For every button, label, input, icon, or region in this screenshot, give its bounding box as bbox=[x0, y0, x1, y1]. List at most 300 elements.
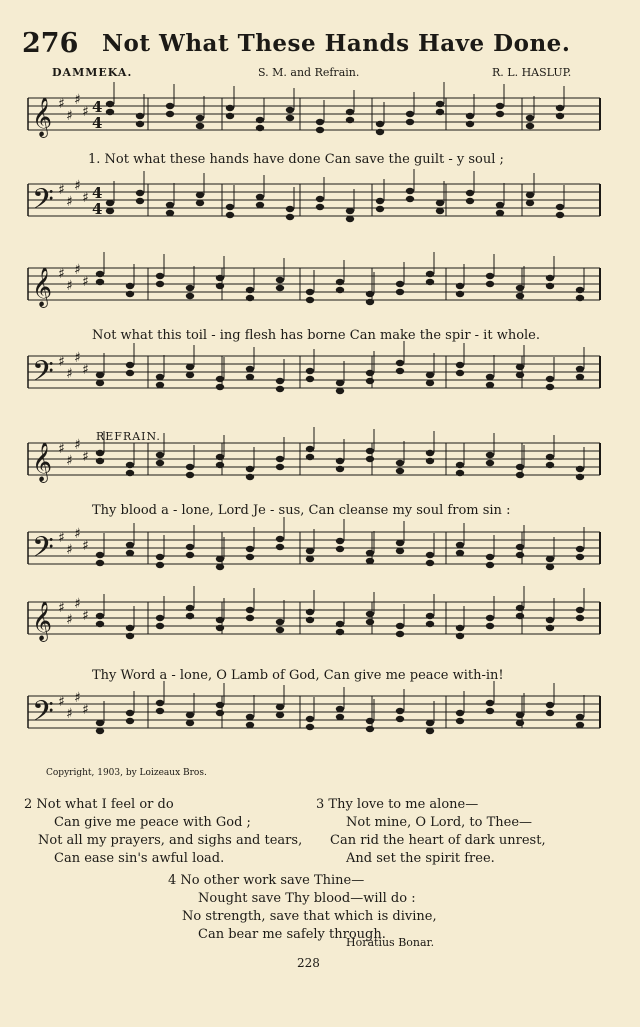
note-head bbox=[456, 462, 464, 468]
note-head bbox=[186, 372, 194, 378]
note-head bbox=[136, 121, 144, 127]
note-head bbox=[126, 542, 134, 548]
note-head bbox=[426, 621, 434, 627]
note-head bbox=[156, 708, 164, 714]
note-head bbox=[376, 206, 384, 212]
note-head bbox=[546, 556, 554, 562]
note-head bbox=[396, 468, 404, 474]
note-head bbox=[456, 718, 464, 724]
note-head bbox=[276, 277, 284, 283]
sharp-icon: ♯ bbox=[74, 690, 81, 706]
note-head bbox=[136, 113, 144, 119]
sharp-icon: ♯ bbox=[74, 596, 81, 612]
note-head bbox=[276, 378, 284, 384]
note-head bbox=[166, 202, 174, 208]
sharp-icon: ♯ bbox=[58, 600, 65, 616]
note-head bbox=[136, 190, 144, 196]
note-head bbox=[426, 458, 434, 464]
note-head bbox=[166, 103, 174, 109]
note-head bbox=[276, 285, 284, 291]
sharp-icon: ♯ bbox=[82, 702, 89, 718]
note-head bbox=[436, 101, 444, 107]
note-head bbox=[276, 456, 284, 462]
note-head bbox=[156, 281, 164, 287]
verse-2-line-1: 2 Not what I feel or do bbox=[24, 797, 174, 812]
note-head bbox=[336, 279, 344, 285]
note-head bbox=[186, 293, 194, 299]
verse-4-line-4: Can bear me safely through. bbox=[198, 927, 386, 942]
note-head bbox=[396, 368, 404, 374]
verse-4 bbox=[168, 872, 437, 944]
verse-2-line-4: Can ease sin's awful load. bbox=[54, 851, 225, 866]
note-head bbox=[256, 194, 264, 200]
note-head bbox=[426, 450, 434, 456]
verse-2 bbox=[24, 796, 302, 868]
note-head bbox=[396, 460, 404, 466]
note-head bbox=[216, 275, 224, 281]
note-head bbox=[546, 462, 554, 468]
sharp-icon: ♯ bbox=[82, 608, 89, 624]
note-head bbox=[276, 712, 284, 718]
note-head bbox=[246, 554, 254, 560]
note-head bbox=[486, 700, 494, 706]
sharp-icon: ♯ bbox=[66, 542, 73, 558]
note-head bbox=[516, 372, 524, 378]
note-head bbox=[196, 115, 204, 121]
note-head bbox=[376, 129, 384, 135]
note-head bbox=[136, 198, 144, 204]
note-head bbox=[96, 613, 104, 619]
note-head bbox=[306, 289, 314, 295]
note-head bbox=[366, 558, 374, 564]
note-head bbox=[216, 462, 224, 468]
note-head bbox=[256, 202, 264, 208]
note-head bbox=[366, 726, 374, 732]
note-head bbox=[526, 200, 534, 206]
note-head bbox=[426, 720, 434, 726]
note-head bbox=[246, 287, 254, 293]
time-signature: 4 bbox=[92, 200, 103, 218]
note-head bbox=[516, 720, 524, 726]
lyric-line-3: Thy blood a - lone, Lord Je - sus, Can cleanse my soul from sin : bbox=[92, 503, 511, 518]
note-head bbox=[246, 607, 254, 613]
note-head bbox=[126, 718, 134, 724]
note-head bbox=[186, 364, 194, 370]
note-head bbox=[156, 700, 164, 706]
sharp-icon: ♯ bbox=[82, 104, 89, 120]
note-head bbox=[366, 378, 374, 384]
note-head bbox=[376, 121, 384, 127]
verse-4-line-1: 4 No other work save Thine— bbox=[168, 873, 365, 888]
verse-3 bbox=[316, 796, 546, 868]
note-head bbox=[286, 115, 294, 121]
note-head bbox=[486, 452, 494, 458]
sharp-icon: ♯ bbox=[74, 262, 81, 278]
note-head bbox=[486, 615, 494, 621]
note-head bbox=[576, 546, 584, 552]
note-head bbox=[156, 382, 164, 388]
note-head bbox=[516, 605, 524, 611]
note-head bbox=[396, 631, 404, 637]
note-head bbox=[456, 625, 464, 631]
sharp-icon: ♯ bbox=[66, 108, 73, 124]
sharp-icon: ♯ bbox=[66, 194, 73, 210]
note-head bbox=[156, 273, 164, 279]
note-head bbox=[346, 109, 354, 115]
note-head bbox=[246, 474, 254, 480]
note-head bbox=[246, 546, 254, 552]
note-head bbox=[126, 291, 134, 297]
sharp-icon: ♯ bbox=[74, 350, 81, 366]
note-head bbox=[456, 470, 464, 476]
note-head bbox=[306, 724, 314, 730]
sharp-icon: ♯ bbox=[74, 526, 81, 542]
note-head bbox=[526, 115, 534, 121]
sharp-icon: ♯ bbox=[58, 354, 65, 370]
note-head bbox=[306, 716, 314, 722]
sharp-icon: ♯ bbox=[74, 437, 81, 453]
note-head bbox=[426, 380, 434, 386]
note-head bbox=[126, 370, 134, 376]
note-head bbox=[336, 458, 344, 464]
note-head bbox=[406, 196, 414, 202]
note-head bbox=[336, 629, 344, 635]
note-head bbox=[306, 454, 314, 460]
note-head bbox=[96, 458, 104, 464]
note-head bbox=[216, 376, 224, 382]
note-head bbox=[246, 366, 254, 372]
note-head bbox=[366, 456, 374, 462]
note-head bbox=[186, 613, 194, 619]
note-head bbox=[156, 374, 164, 380]
note-head bbox=[396, 540, 404, 546]
note-head bbox=[546, 702, 554, 708]
note-head bbox=[336, 714, 344, 720]
note-head bbox=[306, 368, 314, 374]
note-head bbox=[306, 548, 314, 554]
note-head bbox=[576, 607, 584, 613]
note-head bbox=[336, 388, 344, 394]
note-head bbox=[366, 299, 374, 305]
note-head bbox=[436, 208, 444, 214]
note-head bbox=[516, 285, 524, 291]
note-head bbox=[486, 708, 494, 714]
verse-4-line-2: Nought save Thy blood—will do : bbox=[198, 891, 416, 906]
note-head bbox=[456, 542, 464, 548]
sharp-icon: ♯ bbox=[74, 92, 81, 108]
note-head bbox=[156, 623, 164, 629]
note-head bbox=[576, 466, 584, 472]
sharp-icon: ♯ bbox=[66, 366, 73, 382]
note-head bbox=[366, 291, 374, 297]
note-head bbox=[556, 204, 564, 210]
note-head bbox=[286, 107, 294, 113]
note-head bbox=[226, 113, 234, 119]
note-head bbox=[426, 613, 434, 619]
refrain-label: REFRAIN. bbox=[96, 430, 161, 443]
note-head bbox=[186, 552, 194, 558]
note-head bbox=[396, 281, 404, 287]
note-head bbox=[456, 362, 464, 368]
sharp-icon: ♯ bbox=[58, 694, 65, 710]
bass-clef-icon: 𝄢 bbox=[32, 695, 54, 735]
note-head bbox=[306, 446, 314, 452]
note-head bbox=[366, 370, 374, 376]
note-head bbox=[466, 198, 474, 204]
note-head bbox=[436, 109, 444, 115]
note-head bbox=[276, 627, 284, 633]
note-head bbox=[126, 710, 134, 716]
note-head bbox=[456, 283, 464, 289]
note-head bbox=[336, 287, 344, 293]
note-head bbox=[316, 196, 324, 202]
sharp-icon: ♯ bbox=[82, 190, 89, 206]
note-head bbox=[486, 623, 494, 629]
note-head bbox=[426, 279, 434, 285]
sharp-icon: ♯ bbox=[74, 178, 81, 194]
author: Horatius Bonar. bbox=[346, 936, 435, 949]
note-head bbox=[576, 474, 584, 480]
note-head bbox=[106, 101, 114, 107]
note-head bbox=[246, 722, 254, 728]
note-head bbox=[346, 208, 354, 214]
note-head bbox=[396, 716, 404, 722]
sharp-icon: ♯ bbox=[66, 278, 73, 294]
note-head bbox=[406, 188, 414, 194]
note-head bbox=[126, 362, 134, 368]
lyric-line-1: 1. Not what these hands have done Can save the guilt - y soul ; bbox=[88, 152, 504, 167]
time-signature: 4 bbox=[92, 98, 103, 116]
note-head bbox=[516, 472, 524, 478]
note-head bbox=[556, 212, 564, 218]
note-head bbox=[576, 374, 584, 380]
note-head bbox=[246, 466, 254, 472]
note-head bbox=[96, 279, 104, 285]
note-head bbox=[306, 297, 314, 303]
sharp-icon: ♯ bbox=[58, 441, 65, 457]
note-head bbox=[546, 275, 554, 281]
sharp-icon: ♯ bbox=[58, 96, 65, 112]
note-head bbox=[336, 546, 344, 552]
note-head bbox=[96, 621, 104, 627]
note-head bbox=[336, 621, 344, 627]
bass-clef-icon: 𝄢 bbox=[32, 355, 54, 395]
note-head bbox=[216, 625, 224, 631]
note-head bbox=[546, 564, 554, 570]
note-head bbox=[276, 536, 284, 542]
note-head bbox=[226, 105, 234, 111]
note-head bbox=[466, 121, 474, 127]
bass-clef-icon: 𝄢 bbox=[32, 183, 54, 223]
verse-4-line-3: No strength, save that which is divine, bbox=[182, 909, 437, 924]
note-head bbox=[96, 728, 104, 734]
note-head bbox=[366, 619, 374, 625]
note-head bbox=[166, 210, 174, 216]
note-head bbox=[496, 210, 504, 216]
note-head bbox=[486, 374, 494, 380]
note-head bbox=[516, 544, 524, 550]
note-head bbox=[546, 710, 554, 716]
note-head bbox=[486, 281, 494, 287]
note-head bbox=[256, 117, 264, 123]
verse-2-line-2: Can give me peace with God ; bbox=[54, 815, 251, 830]
note-head bbox=[396, 708, 404, 714]
verse-3-line-3: Can rid the heart of dark unrest, bbox=[330, 833, 546, 848]
sharp-icon: ♯ bbox=[82, 538, 89, 554]
note-head bbox=[276, 464, 284, 470]
note-head bbox=[276, 544, 284, 550]
note-head bbox=[496, 202, 504, 208]
note-head bbox=[186, 464, 194, 470]
note-head bbox=[216, 702, 224, 708]
treble-clef-icon: 𝄞 bbox=[32, 97, 53, 137]
note-head bbox=[516, 364, 524, 370]
note-head bbox=[106, 109, 114, 115]
sharp-icon: ♯ bbox=[82, 274, 89, 290]
note-head bbox=[486, 382, 494, 388]
treble-clef-icon: 𝄞 bbox=[32, 601, 53, 641]
note-head bbox=[366, 611, 374, 617]
note-head bbox=[126, 462, 134, 468]
note-head bbox=[286, 214, 294, 220]
note-head bbox=[96, 552, 104, 558]
note-head bbox=[316, 119, 324, 125]
note-head bbox=[546, 384, 554, 390]
note-head bbox=[406, 119, 414, 125]
note-head bbox=[396, 548, 404, 554]
note-head bbox=[526, 123, 534, 129]
note-head bbox=[186, 285, 194, 291]
note-head bbox=[226, 204, 234, 210]
note-head bbox=[576, 287, 584, 293]
note-head bbox=[366, 550, 374, 556]
note-head bbox=[106, 208, 114, 214]
note-head bbox=[486, 460, 494, 466]
note-head bbox=[486, 554, 494, 560]
note-head bbox=[186, 720, 194, 726]
note-head bbox=[216, 617, 224, 623]
note-head bbox=[276, 386, 284, 392]
verse-3-line-1: 3 Thy love to me alone— bbox=[316, 797, 479, 812]
note-head bbox=[426, 372, 434, 378]
note-head bbox=[306, 376, 314, 382]
note-head bbox=[426, 560, 434, 566]
note-head bbox=[456, 291, 464, 297]
treble-clef-icon: 𝄞 bbox=[32, 442, 53, 482]
note-head bbox=[576, 714, 584, 720]
note-head bbox=[216, 564, 224, 570]
note-head bbox=[576, 554, 584, 560]
note-head bbox=[246, 615, 254, 621]
note-head bbox=[426, 728, 434, 734]
note-head bbox=[546, 454, 554, 460]
note-head bbox=[456, 710, 464, 716]
note-head bbox=[126, 625, 134, 631]
note-head bbox=[96, 271, 104, 277]
note-head bbox=[486, 273, 494, 279]
note-head bbox=[246, 374, 254, 380]
note-head bbox=[186, 544, 194, 550]
note-head bbox=[496, 111, 504, 117]
page-number: 228 bbox=[297, 956, 320, 970]
treble-clef-icon: 𝄞 bbox=[32, 267, 53, 307]
note-head bbox=[396, 289, 404, 295]
note-head bbox=[216, 384, 224, 390]
note-head bbox=[276, 704, 284, 710]
note-head bbox=[306, 617, 314, 623]
note-head bbox=[346, 216, 354, 222]
note-head bbox=[516, 552, 524, 558]
note-head bbox=[216, 283, 224, 289]
note-head bbox=[216, 454, 224, 460]
note-head bbox=[186, 605, 194, 611]
note-head bbox=[276, 619, 284, 625]
note-head bbox=[576, 615, 584, 621]
note-head bbox=[546, 617, 554, 623]
note-head bbox=[126, 550, 134, 556]
note-head bbox=[96, 450, 104, 456]
note-head bbox=[96, 372, 104, 378]
tune-name: DAMMEKA. bbox=[52, 66, 133, 79]
note-head bbox=[196, 192, 204, 198]
note-head bbox=[516, 712, 524, 718]
time-signature: 4 bbox=[92, 184, 103, 202]
note-head bbox=[286, 206, 294, 212]
sharp-icon: ♯ bbox=[66, 706, 73, 722]
note-head bbox=[556, 105, 564, 111]
hymn-number: 276 bbox=[22, 28, 79, 59]
note-head bbox=[126, 283, 134, 289]
time-signature: 4 bbox=[92, 114, 103, 132]
sharp-icon: ♯ bbox=[66, 453, 73, 469]
sharp-icon: ♯ bbox=[82, 362, 89, 378]
note-head bbox=[496, 103, 504, 109]
bass-clef-icon: 𝄢 bbox=[32, 531, 54, 571]
note-head bbox=[196, 123, 204, 129]
note-head bbox=[346, 117, 354, 123]
note-head bbox=[516, 464, 524, 470]
note-head bbox=[376, 198, 384, 204]
note-head bbox=[166, 111, 174, 117]
note-head bbox=[196, 200, 204, 206]
note-head bbox=[546, 283, 554, 289]
note-head bbox=[516, 293, 524, 299]
hymn-title: Not What These Hands Have Done. bbox=[102, 30, 571, 57]
note-head bbox=[576, 295, 584, 301]
lyric-line-2: Not what this toil - ing flesh has borne Can make the spir - it whole. bbox=[92, 328, 541, 343]
note-head bbox=[336, 466, 344, 472]
note-head bbox=[466, 113, 474, 119]
sharp-icon: ♯ bbox=[58, 530, 65, 546]
note-head bbox=[316, 127, 324, 133]
meter: S. M. and Refrain. bbox=[258, 66, 360, 79]
note-head bbox=[366, 448, 374, 454]
note-head bbox=[226, 212, 234, 218]
note-head bbox=[396, 623, 404, 629]
note-head bbox=[216, 710, 224, 716]
note-head bbox=[186, 472, 194, 478]
verse-2-line-3: Not all my prayers, and sighs and tears, bbox=[38, 833, 303, 848]
copyright: Copyright, 1903, by Loizeaux Bros. bbox=[46, 768, 207, 778]
lyric-line-4: Thy Word a - lone, O Lamb of God, Can give me peace with-in! bbox=[92, 668, 504, 683]
sharp-icon: ♯ bbox=[66, 612, 73, 628]
note-head bbox=[156, 460, 164, 466]
note-head bbox=[216, 556, 224, 562]
note-head bbox=[516, 613, 524, 619]
sharp-icon: ♯ bbox=[58, 266, 65, 282]
note-head bbox=[96, 720, 104, 726]
note-head bbox=[316, 204, 324, 210]
